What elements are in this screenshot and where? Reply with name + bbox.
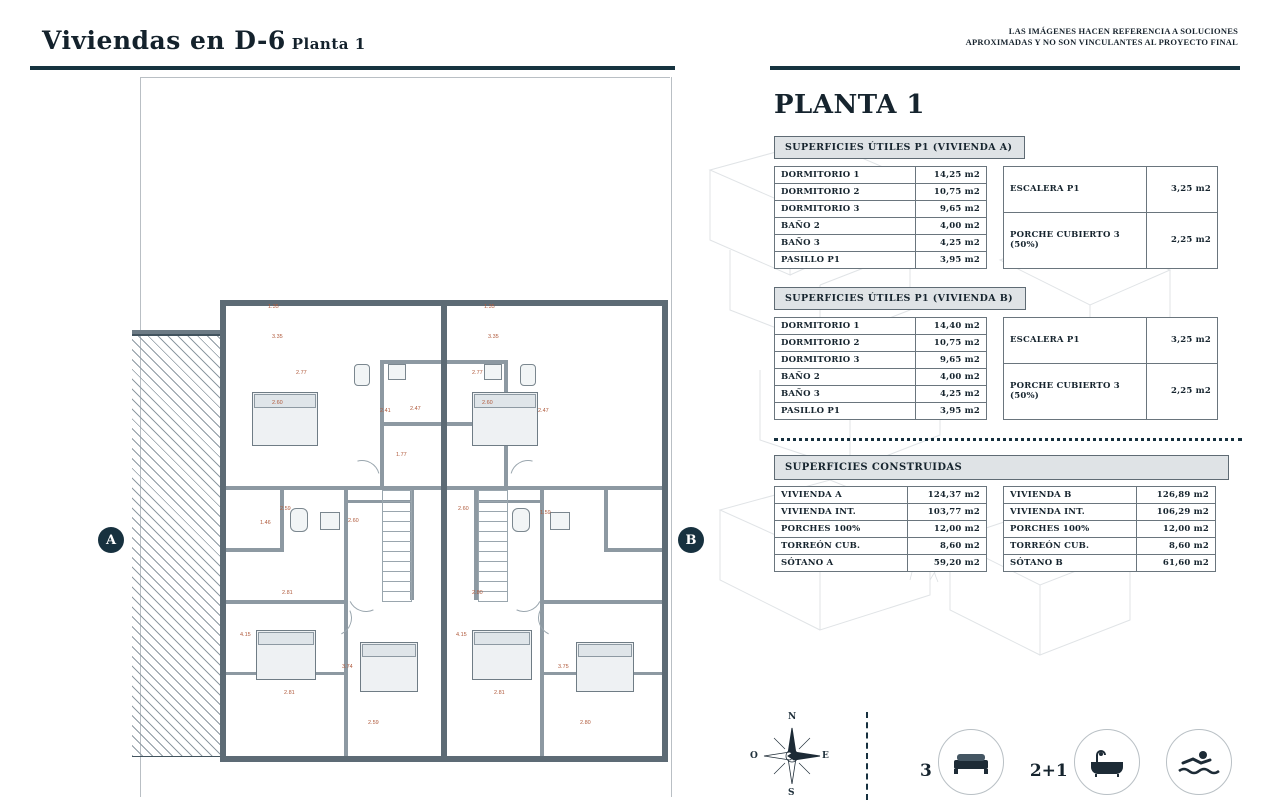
row-value: 4,00 m2 [916,369,987,386]
row-label: DORMITORIO 2 [775,184,916,201]
row-label: VIVIENDA INT. [1004,504,1137,521]
bathrooms-count: 2+1 [1029,761,1068,781]
row-label: TORREÓN CUB. [775,538,908,555]
vivienda-a-right-table [1003,166,1218,269]
table-row [775,555,987,572]
row-label: BAÑO 2 [775,369,916,386]
table-row [775,369,987,386]
built-right-table [1003,486,1216,572]
row-label: VIVIENDA B [1004,487,1137,504]
disclaimer-line-1: LAS IMÁGENES HACEN REFERENCIA A SOLUCIONES [1008,26,1238,36]
row-value: 4,25 m2 [916,386,987,403]
table-row [1004,487,1216,504]
vivienda-b-left-body [775,318,987,420]
amenity-icons [920,724,1250,800]
row-label: DORMITORIO 1 [775,318,916,335]
table-row [775,184,987,201]
row-label: BAÑO 3 [775,386,916,403]
row-label: PORCHE CUBIERTO 3 (50%) [1004,363,1147,419]
vivienda-b-left-table [774,317,987,420]
row-value: 4,00 m2 [916,218,987,235]
bathrooms-group [1030,729,1140,795]
planta-title: PLANTA 1 [774,90,926,120]
row-label: DORMITORIO 3 [775,352,916,369]
vivienda-a-left-body [775,167,987,269]
toilet-symbol [354,364,370,386]
table-row [775,521,987,538]
built-right-body [1004,487,1216,572]
row-value: 12,00 m2 [1137,521,1216,538]
row-value: 10,75 m2 [916,335,987,352]
compass-east-label: E [822,751,829,761]
row-value: 4,25 m2 [916,235,987,252]
plan-label-b: B [678,527,704,553]
section-divider [774,438,1242,441]
sink-symbol [550,512,570,530]
built-tables [774,486,1242,572]
row-value: 3,25 m2 [1147,167,1218,213]
page-header [0,0,1280,70]
staircase-symbol [478,490,508,602]
row-label: TORREÓN CUB. [1004,538,1137,555]
table-row [775,538,987,555]
row-value: 126,89 m2 [1137,487,1216,504]
plan-building-outline: 1.35 3.35 2.77 2.60 2.41 2.47 1.77 2.59 1.46 2.60 2.81 4.15 3.74 2.59 2.81 1.35 3.35 2.77 2.60 2.47 2.60 1.59 2.80 4.15 3.75 2.81 2.80 [220,300,668,762]
row-value: 8,60 m2 [908,538,987,555]
row-label: ESCALERA P1 [1004,318,1147,364]
row-label: ESCALERA P1 [1004,167,1147,213]
plan-hatched-terrain [132,334,226,757]
pillow-symbol [362,644,416,657]
row-value: 9,65 m2 [916,352,987,369]
row-label: SÓTANO A [775,555,908,572]
table-row [775,504,987,521]
bedrooms-group [920,729,1004,795]
row-value: 3,25 m2 [1147,318,1218,364]
plan-frame-top-line [140,77,670,78]
row-label: BAÑO 2 [775,218,916,235]
section-header-vivienda-a: SUPERFICIES ÚTILES P1 (VIVIENDA A) [774,136,1025,159]
row-label: PASILLO P1 [775,403,916,420]
compass-south-label: S [788,788,795,798]
sink-symbol [484,364,502,380]
built-left-table [774,486,987,572]
table-row [775,318,987,335]
vivienda-a-tables [774,166,1242,269]
table-row [1004,538,1216,555]
header-rule-right [770,66,1240,70]
built-left-body [775,487,987,572]
compass-north-label: N [788,712,797,722]
footer-divider [866,712,868,800]
row-value: 12,00 m2 [908,521,987,538]
row-label: PORCHES 100% [1004,521,1137,538]
row-value: 106,29 m2 [1137,504,1216,521]
row-label: PORCHES 100% [775,521,908,538]
floor-plan-drawing [30,72,720,798]
row-value: 61,60 m2 [1137,555,1216,572]
compass-rose [750,712,832,798]
table-row [1004,363,1218,419]
disclaimer-line-2: APROXIMADAS Y NO SON VINCULANTES AL PROYECTO FINAL [965,37,1238,47]
table-row [1004,318,1218,364]
specs-panel [770,80,1242,780]
sink-symbol [388,364,406,380]
table-row [775,252,987,269]
table-row [775,235,987,252]
pool-group [1166,729,1232,795]
row-value: 103,77 m2 [908,504,987,521]
pillow-symbol [258,632,314,645]
table-row [1004,504,1216,521]
header-rule-left [30,66,675,70]
table-row [775,403,987,420]
vivienda-b-tables [774,317,1242,420]
table-row [775,386,987,403]
pillow-symbol [254,394,316,408]
compass-west-label: O [750,751,758,761]
table-row [1004,167,1218,213]
page-title-sub: Planta 1 [291,35,366,53]
row-value: 14,40 m2 [916,318,987,335]
section-header-construidas: SUPERFICIES CONSTRUIDAS [774,455,1229,480]
table-row [775,218,987,235]
toilet-symbol [290,508,308,532]
disclaimer [966,26,1238,48]
pillow-symbol [578,644,632,657]
row-value: 14,25 m2 [916,167,987,184]
page-title [42,26,366,55]
table-row [775,167,987,184]
row-value: 9,65 m2 [916,201,987,218]
row-label: VIVIENDA A [775,487,908,504]
table-row [1004,212,1218,268]
sink-symbol [320,512,340,530]
toilet-symbol [512,508,530,532]
row-label: DORMITORIO 3 [775,201,916,218]
row-label: BAÑO 3 [775,235,916,252]
door-swing-icon [503,453,552,502]
row-value: 2,25 m2 [1147,212,1218,268]
vivienda-b-right-table [1003,317,1218,420]
table-row [775,352,987,369]
row-value: 59,20 m2 [908,555,987,572]
vivienda-a-right-body [1004,167,1218,269]
vivienda-b-right-body [1004,318,1218,420]
table-row [775,335,987,352]
swimmer-icon [1166,729,1232,795]
page-title-main: Viviendas en D-6 [42,26,286,55]
row-label: DORMITORIO 1 [775,167,916,184]
table-row [1004,521,1216,538]
table-row [775,201,987,218]
row-label: PORCHE CUBIERTO 3 (50%) [1004,212,1147,268]
row-label: PASILLO P1 [775,252,916,269]
plan-label-a: A [98,527,124,553]
section-header-vivienda-b: SUPERFICIES ÚTILES P1 (VIVIENDA B) [774,287,1026,310]
vivienda-a-left-table [774,166,987,269]
table-row [1004,555,1216,572]
row-label: DORMITORIO 2 [775,335,916,352]
staircase-symbol [382,490,412,602]
bedrooms-count: 3 [920,761,932,781]
row-value: 3,95 m2 [916,403,987,420]
row-value: 124,37 m2 [908,487,987,504]
toilet-symbol [520,364,536,386]
row-value: 8,60 m2 [1137,538,1216,555]
pillow-symbol [474,632,530,645]
row-value: 10,75 m2 [916,184,987,201]
bathtub-icon [1074,729,1140,795]
row-value: 3,95 m2 [916,252,987,269]
row-label: SÓTANO B [1004,555,1137,572]
row-value: 2,25 m2 [1147,363,1218,419]
row-label: VIVIENDA INT. [775,504,908,521]
table-row [775,487,987,504]
bed-icon [938,729,1004,795]
